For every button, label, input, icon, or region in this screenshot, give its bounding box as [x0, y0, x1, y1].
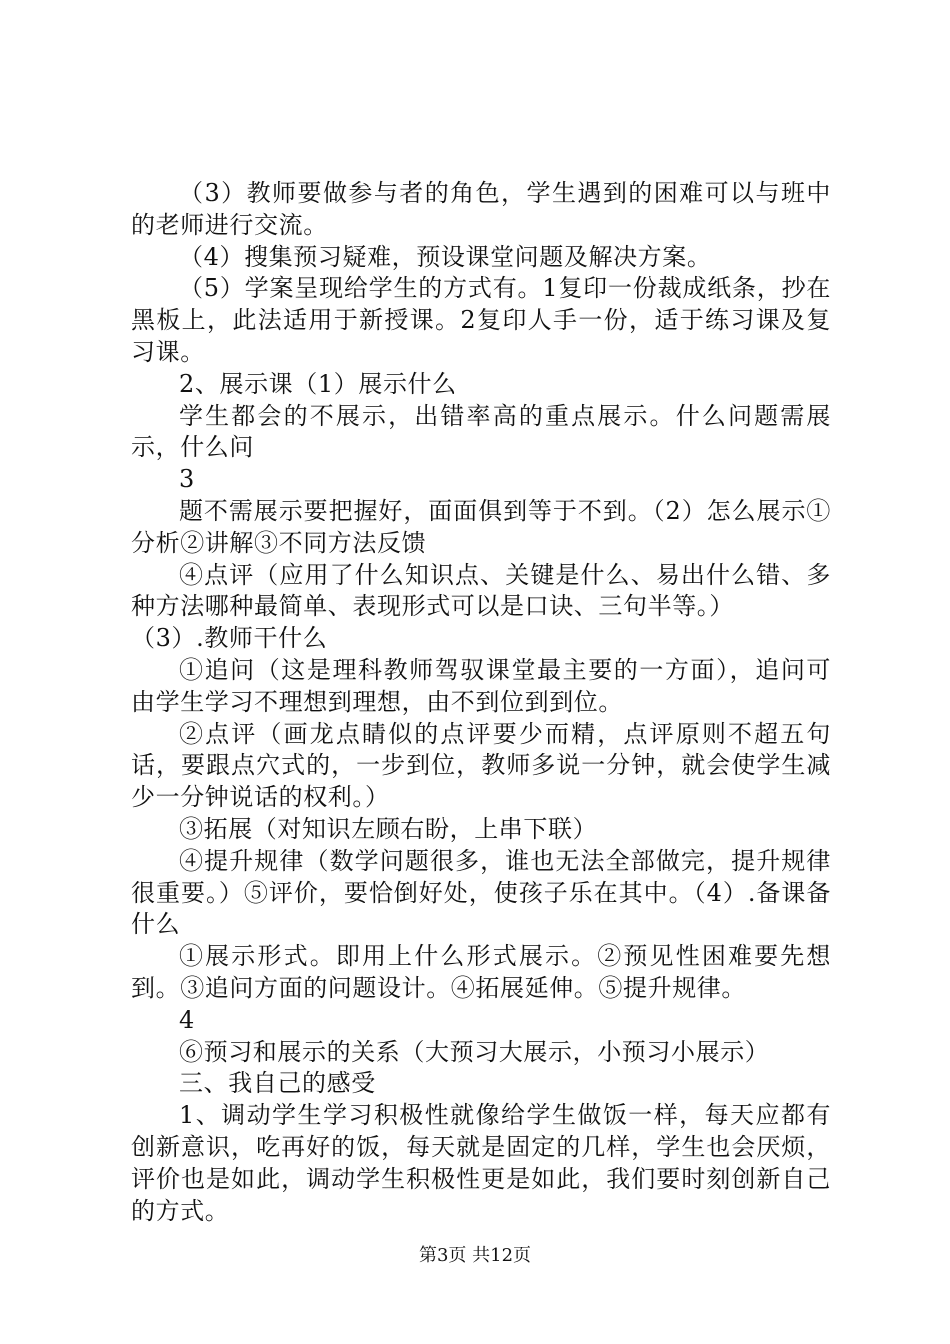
inline-page-number-4: 4	[179, 1005, 195, 1034]
paragraph-display-form: ①展示形式。即用上什么形式展示。②预见性困难要先想到。③追问方面的问题设计。④拓展延伸。⑤提升规律。	[131, 942, 831, 1002]
paragraph-item-3: （3）教师要做参与者的角色，学生遇到的困难可以与班中的老师进行交流。	[131, 179, 831, 239]
paragraph-follow-up-question: ①追问（这是理科教师驾驭课堂最主要的一方面），追问可由学生学习不理想到理想，由不到位到到位。	[131, 655, 831, 716]
paragraph-how-to-display: 题不需展示要把握好，面面俱到等于不到。（2）怎么展示①分析②讲解③不同方法反馈	[131, 496, 831, 557]
document-body	[131, 178, 831, 1227]
section-heading-my-feelings: 三、我自己的感受	[179, 1069, 376, 1098]
subheading-teacher-role: （3）.教师干什么	[131, 624, 328, 653]
paragraph-extension: ③拓展（对知识左顾右盼，上串下联）	[179, 814, 598, 843]
paragraph-motivation: 1、调动学生学习积极性就像给学生做饭一样，每天应都有创新意识，吃再好的饭，每天就是固定的几样，学生也会厌烦，评价也是如此，调动学生积极性更是如此，我们要时刻创新自己的方式。	[131, 1101, 831, 1225]
paragraph-rules: ④提升规律（数学问题很多，谁也无法全部做完，提升规律很重要。）⑤评价，要恰倒好处，使孩子乐在其中。（4）.备课备什么	[131, 846, 831, 939]
paragraph-review: ②点评（画龙点睛似的点评要少而精，点评原则不超五句话，要跟点穴式的，一步到位，教师多说一分钟，就会使学生减少一分钟说话的权利。）	[131, 719, 831, 812]
paragraph-item-5: （5）学案呈现给学生的方式有。1复印一份裁成纸条，抄在黑板上，此法适用于新授课。2复印人手一份，适于练习课及复习课。	[131, 274, 831, 366]
paragraph-item-4: （4）搜集预习疑难，预设课堂问题及解决方案。	[179, 242, 712, 271]
paragraph-what-to-display: 学生都会的不展示，出错率高的重点展示。什么问题需展示，什么问	[131, 401, 831, 462]
paragraph-preview-relation: ⑥预习和展示的关系（大预习大展示，小预习小展示）	[179, 1037, 770, 1066]
inline-page-number-3: 3	[179, 465, 195, 494]
page-footer: 第3页 共12页	[418, 1245, 532, 1266]
section-heading-display-lesson: 2、展示课（1）展示什么	[179, 369, 457, 398]
paragraph-comment: ④点评（应用了什么知识点、关键是什么、易出什么错、多种方法哪种最简单、表现形式可以是口诀、三句半等。）	[131, 560, 831, 621]
